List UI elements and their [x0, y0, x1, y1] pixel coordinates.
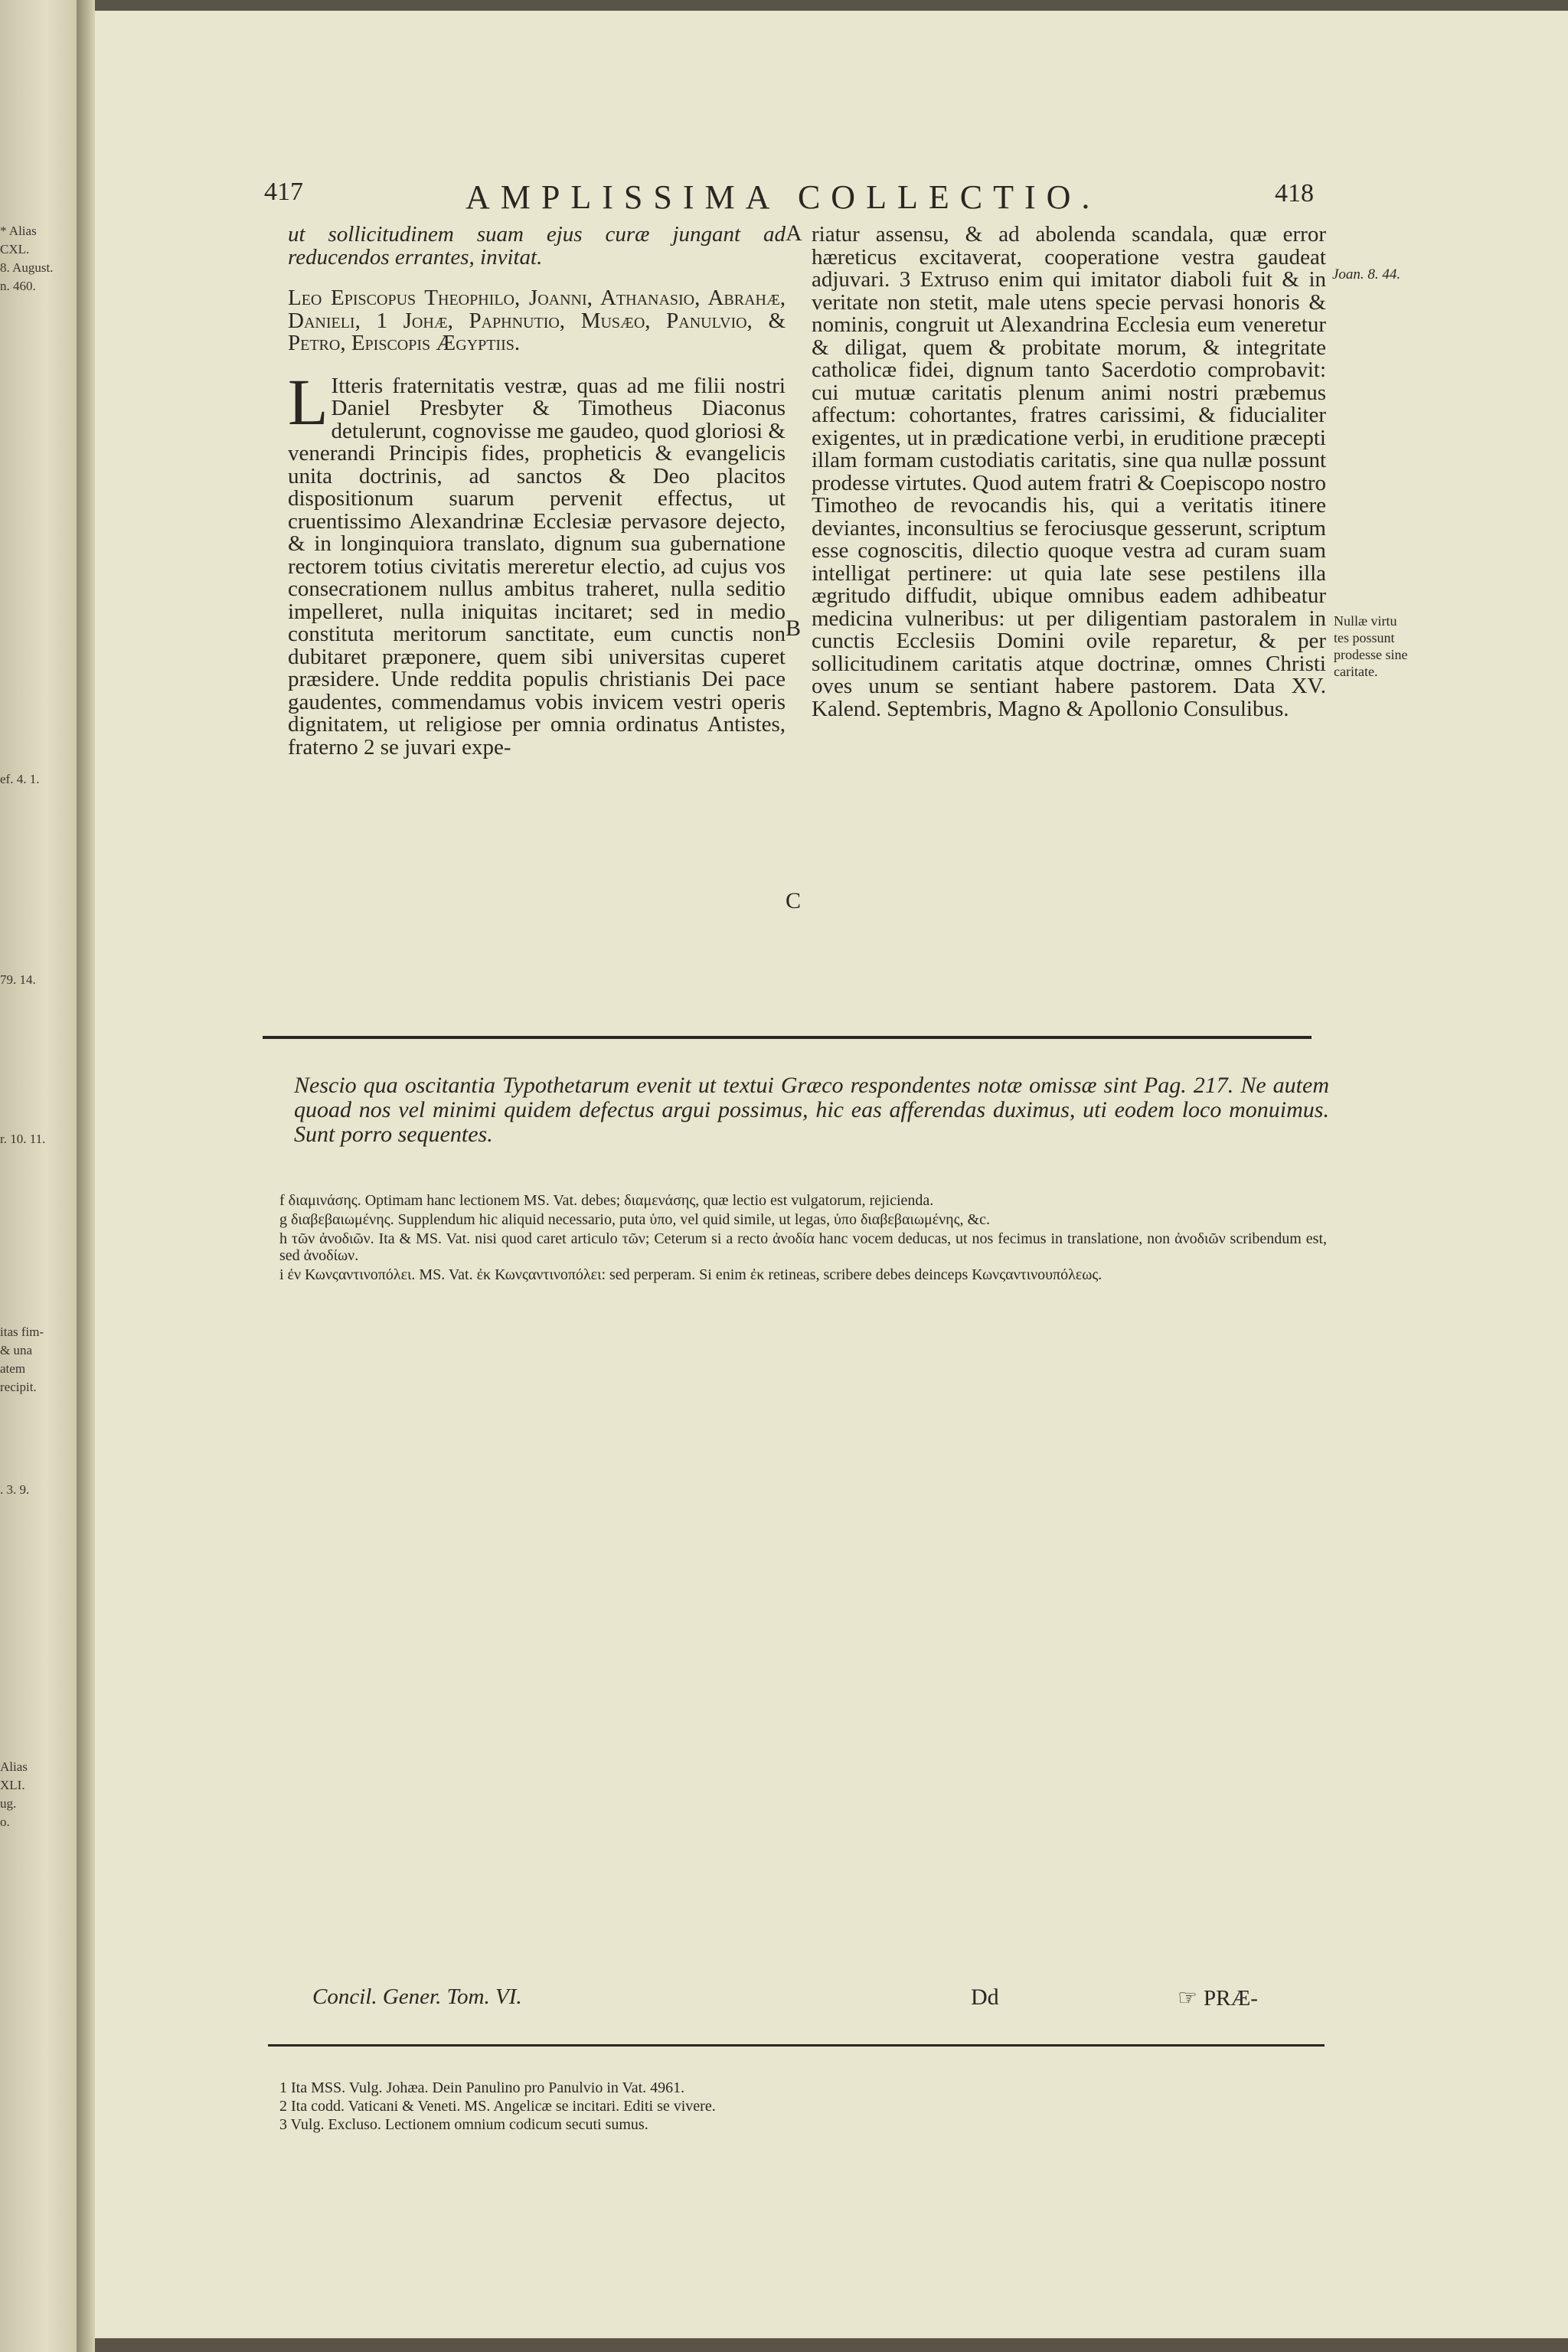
- signature-line: [0, 1984, 1568, 2015]
- right-column: [812, 224, 1326, 720]
- left-column: [288, 224, 786, 759]
- prev-margin-note: * Alias: [0, 224, 37, 238]
- margin-note-joan: Joan. 8. 44.: [1332, 266, 1401, 283]
- prev-margin-note: itas fim-: [0, 1325, 44, 1339]
- prev-margin-note: ef. 4. 1.: [0, 772, 40, 786]
- prev-margin-note: XLI.: [0, 1778, 25, 1792]
- prev-margin-note: 8. August.: [0, 260, 54, 275]
- prev-margin-note: . 3. 9.: [0, 1482, 30, 1497]
- margin-line: caritate.: [1334, 664, 1378, 679]
- section-marker-a: A: [786, 220, 802, 246]
- catchword-text: PRÆ-: [1204, 1986, 1258, 2011]
- letter-body-left: [288, 364, 786, 760]
- letter-argument: ut sollicitudinem suam ejus curæ jungant ad reducendos errantes, invitat.: [288, 222, 786, 270]
- greek-note: h τῶν ἀνοδιῶν. Ita & MS. Vat. nisi quod caret articulo τῶν; Ceterum si a recto ἀνοδία hanc vocem deducas, ut nos fecimus in translatione, non ἀνοδιῶν scribendum est, sed ἀνοδίων.: [279, 1230, 1327, 1264]
- prev-margin-note: 79. 14.: [0, 972, 36, 987]
- margin-line: prodesse sine: [1334, 647, 1408, 662]
- section-marker-b: B: [786, 616, 802, 641]
- signature-volume: Concil. Gener. Tom. VI.: [312, 1984, 522, 2009]
- greek-note: i ἐν Κωνςαντινοπόλει. MS. Vat. ἐκ Κωνςαντινοπόλει: sed perperam. Si enim ἐκ retineas, scribere debes deinceps Κωνςαντινουπόλεως.: [279, 1266, 1102, 1283]
- page-number-left: 417: [264, 178, 303, 206]
- notice-text: Nescio qua oscitantia Typothetarum evenit ut textui Græco respondentes notæ omissæ sint Pag. 217. Ne autem quoad nos vel minimi quidem defectus argui possimus, hic eas afferendas duximus, uti eodem loco monuimus. Sunt porro sequentes.: [294, 1073, 1329, 1147]
- pointing-hand-icon: ☞: [1178, 1986, 1197, 2011]
- catchword: [1178, 1984, 1258, 2011]
- margin-line: Nullæ virtu: [1334, 613, 1397, 629]
- footnote: 1 Ita MSS. Vulg. Johæa. Dein Panulino pro Panulvio in Vat. 4961.: [279, 2079, 685, 2096]
- prev-margin-note: recipit.: [0, 1380, 37, 1394]
- greek-note: f διαμινάσης. Optimam hanc lectionem MS. Vat. debes; διαμενάσης, quæ lectio est vulgatorum, rejicienda.: [279, 1192, 934, 1209]
- letter-salutation: Leo Episcopus Theophilo, Joanni, Athanasio, Abrahæ, Danieli, 1 Johæ, Paphnutio, Musæo, Panulvio, & Petro, Episcopis Ægyptiis.: [288, 286, 786, 355]
- section-marker-c: C: [786, 888, 802, 913]
- margin-note-nullae: [1334, 612, 1407, 680]
- footnote-rule: [268, 2044, 1325, 2047]
- prev-margin-note: atem: [0, 1361, 26, 1376]
- prev-margin-note: CXL.: [0, 242, 30, 256]
- prev-margin-note: ug.: [0, 1796, 17, 1811]
- prev-margin-note: r. 10. 11.: [0, 1132, 46, 1146]
- drop-cap: L: [288, 364, 328, 439]
- separator-rule: [263, 1036, 1312, 1039]
- printers-notice: [294, 1073, 1329, 1147]
- footnote: 2 Ita codd. Vaticani & Veneti. MS. Angelicæ se incitari. Editi se vivere.: [279, 2098, 716, 2115]
- prev-margin-note: o.: [0, 1815, 10, 1829]
- signature-mark: Dd: [971, 1984, 999, 2010]
- running-header: [0, 178, 1568, 224]
- greek-note: g διαβεβαιωμένης. Supplendum hic aliquid necessario, puta ὑπο, vel quid simile, ut legas, ὑπο διαβεβαιωμένης, &c.: [279, 1211, 990, 1228]
- footnotes: [279, 2079, 1122, 2134]
- page-number-right: 418: [1275, 179, 1314, 207]
- greek-notes: [279, 1192, 1327, 1285]
- prev-margin-note: & una: [0, 1343, 33, 1357]
- letter-body-right: riatur assensu, & ad abolenda scandala, quæ error hæreticus excitaverat, cooperatione vestra gaudeat adjuvari. 3 Extruso enim qui imitator diaboli fuit & in veritate non stetit, male utens specie pervasi honoris & nominis, congruit ut Alexandrina Ecclesia eum veneretur & diligat, quem & probitate morum, & integritate catholicæ fidei, dignum tanto Sacerdotio comprobavit: cui mutuæ caritatis plenum animi nostri præbemus affectum: cohortantes, fratres carissimi, & fiducialiter exigentes, ut in prædicatione verbi, in eruditione præcepti illam formam custodiatis caritatis, sine qua nullæ possunt prodesse virtutes. Quod autem fratri & Coepiscopo nostro Timotheo de revocandis his, qui a veritatis itinere deviantes, inconsultius se ferociusque gesserunt, scriptum esse cognoscitis, dilectio quoque vestra ad curam suam intelligat pertinere: ut quia late sese pestilens illa ægritudo diffudit, ubique omnibus eadem adhibeatur medicina vulneribus: ut per diligentiam pastoralem in cunctis Ecclesiis Domini ovile reparetur, & per sollicitudinem caritatis atque doctrinæ, omnes Christi oves unum se sentiant habere pastorem. Data XV. Kalend. Septembris, Magno & Apollonio Consulibus.: [812, 222, 1326, 721]
- prev-margin-note: Alias: [0, 1759, 28, 1774]
- prev-margin-note: n. 460.: [0, 279, 36, 293]
- page-title: AMPLISSIMA COLLECTIO.: [466, 178, 1101, 216]
- footnote: 3 Vulg. Excluso. Lectionem omnium codicum secuti sumus.: [279, 2116, 648, 2133]
- margin-line: tes possunt: [1334, 630, 1395, 645]
- left-body-text: Itteris fraternitatis vestræ, quas ad me filii nostri Daniel Presbyter & Timotheus Diaconus detulerunt, cognovisse me gaudeo, quod gloriosi & venerandi Principis fides, propheticis & evangelicis unita doctrinis, ad sanctos & Deo placitos dispositionum suarum pervenit effectus, ut cruentissimo Alexandrinæ Ecclesiæ pervasore dejecto, & in longinquiora translato, dignum sua gubernatione rectorem totius civitatis mereretur electio, ad cujus vos consecrationem nullus ambitus traheret, nulla seditio impelleret, nulla iniquitas incitaret; sed in medio constituta meritorum sanctitate, eum cunctis non dubitaret præponere, quem sibi universitas cuperet præsidere. Unde reddita populis christianis Dei pace gaudentes, commendamus vobis invicem vestri operis dignitatem, ut religiose per omnia ordinatus Antistes, fraterno 2 se juvari expe-: [288, 373, 786, 760]
